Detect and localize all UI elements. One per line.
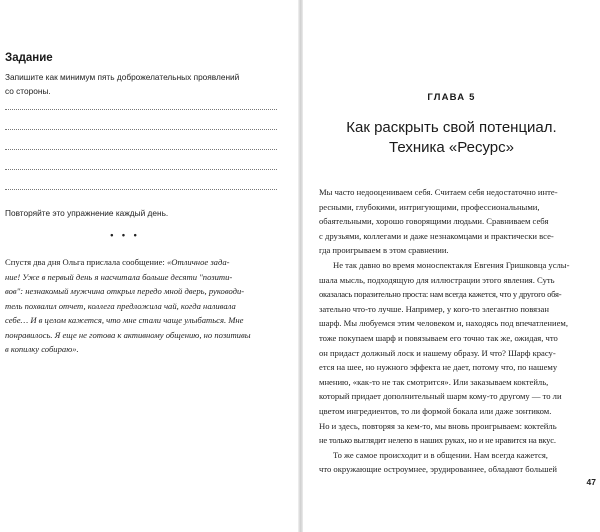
chapter-title — [303, 118, 600, 158]
body-line: тоже покупаем шарф и повязываем его точно так же, ожидая, что — [319, 332, 558, 343]
story-quote-line: вов": незнакомый мужчина открыл передо мной дверь, руководи- — [5, 286, 245, 296]
body-line: ресными, глубокими, интригующими, профессиональными, — [319, 201, 540, 212]
body-line: То же самое происходит и в общении. Нам всегда кажется, — [333, 449, 548, 460]
writing-line-1 — [5, 104, 277, 114]
task-text — [5, 70, 267, 98]
body-paragraph-3 — [319, 448, 600, 477]
body-line: шала мысль, подходящую для иллюстрации этого явления. Суть — [319, 274, 555, 285]
writing-line-2 — [5, 124, 277, 134]
body-paragraph-2 — [319, 258, 600, 448]
story-quote-line: ние! Уже в первый день я насчитала больше десяти "позити- — [5, 271, 233, 282]
body-line: не только выглядит нелепо в наших руках, но и не нравится на вкус. — [319, 435, 556, 446]
task-title: Задание — [5, 52, 53, 64]
body-line: Мы часто недооцениваем себя. Считаем себя недостаточно инте- — [319, 187, 558, 197]
body-line: зательно что-то лучше. Например, у кого-то элегантно повязан — [319, 303, 549, 314]
left-page — [0, 0, 298, 532]
chapter-title-line: Как раскрыть свой потенциал. — [346, 119, 557, 136]
chapter-body — [319, 185, 600, 477]
body-line: Не так давно во время моноспектакля Евгения Гришковца услы- — [333, 259, 570, 270]
writing-line-3 — [5, 144, 277, 154]
writing-line-5 — [5, 184, 277, 194]
story-quote-line: тель похвалил отчет, коллега предложила чай, когда наливала — [5, 300, 236, 311]
section-separator: • • • — [110, 230, 140, 240]
story-quote-line: в копилку собираю». — [5, 344, 79, 354]
right-page — [303, 0, 600, 532]
repeat-instruction: Повторяйте это упражнение каждый день. — [5, 208, 169, 218]
body-line: Но и здесь, повторяя за кем-то, мы вновь проигрываем: коктейль — [319, 420, 557, 431]
story-intro: Спустя два дня Ольга прислала сообщение: — [5, 257, 167, 267]
task-line: со стороны. — [5, 86, 51, 96]
story-quote-line: себе… И в целом кажется, что мне стали чаще улыбаться. Мне — [5, 315, 244, 325]
body-line: который придает дополнительный шарм кому-то другому — то ли — [319, 391, 562, 402]
task-line: Запишите как минимум пять доброжелательных проявлений — [5, 72, 240, 82]
story-quote-line: «Отличное зада- — [166, 257, 230, 267]
story-paragraph — [5, 255, 277, 357]
body-line: с друзьями, коллегами и даже незнакомцами и практически все- — [319, 230, 554, 241]
body-line: ется на шее, но нужного эффекта не дает, потому что, по нашему — [319, 362, 558, 373]
body-line: шарф. Мы любуемся этим человеком и, находясь под впечатлением, — [319, 318, 569, 329]
body-line: мнению, «как-то не так смотрится». Или заказываем коктейль, — [319, 376, 549, 387]
body-line: он придаст должный лоск и нашему образу. И что? Шарф красу- — [319, 347, 556, 358]
story-quote-line: понравилось. Я еще не готова к активному общению, но позитивы — [5, 329, 251, 340]
body-line: гда проигрываем в этом сравнении. — [319, 245, 449, 256]
writing-line-4 — [5, 164, 277, 174]
page-number: 47 — [586, 477, 596, 487]
body-line: что окружающие остроумнее, эрудированнее, обладают большей — [319, 464, 558, 475]
body-paragraph-1 — [319, 185, 600, 258]
chapter-label: ГЛАВА 5 — [427, 92, 476, 103]
chapter-title-line: Техника «Ресурс» — [389, 139, 514, 156]
body-line: обаятельными, хорошо говорящими людьми. Сравниваем себя — [319, 216, 549, 227]
body-line: цветом ингредиентов, то ли формой бокала или даже зонтиком. — [319, 405, 552, 416]
body-line: оказалась поразительно проста: нам всегда кажется, что у другого обя- — [319, 289, 562, 300]
